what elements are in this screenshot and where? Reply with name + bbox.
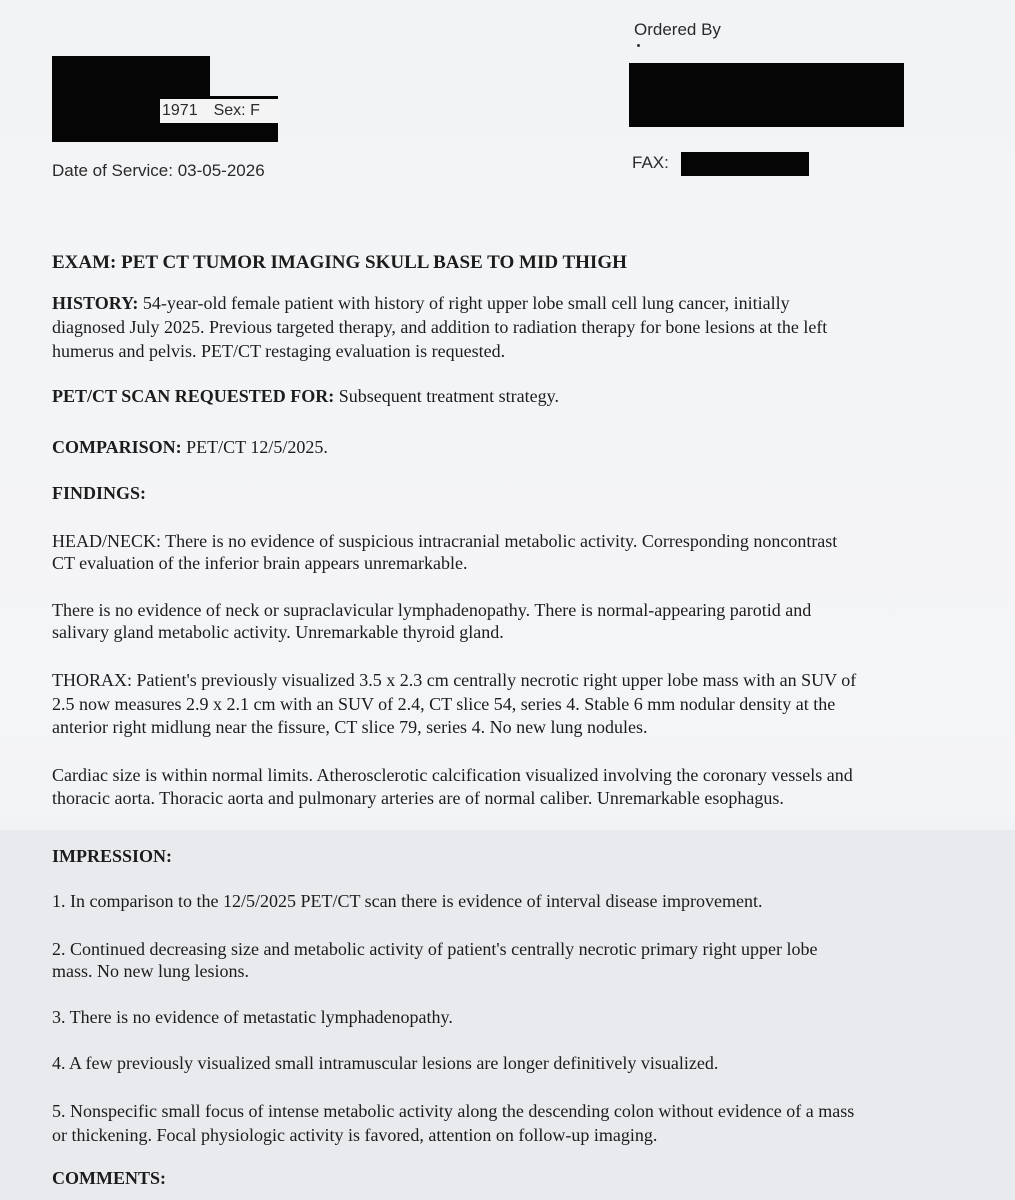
requested-for-line (52, 385, 559, 407)
findings-cardiac-line-2: thoracic aorta. Thoracic aorta and pulmonary arteries are of normal caliber. Unremarkable esophagus. (52, 788, 784, 808)
fax-label: FAX: (632, 153, 669, 172)
redacted-patient-name (52, 56, 210, 100)
comparison-line (52, 436, 328, 458)
exam-line (52, 252, 627, 274)
requested-for-label: PET/CT SCAN REQUESTED FOR: (52, 386, 335, 406)
comparison-label: COMPARISON: (52, 437, 182, 457)
findings-neck-line-1: There is no evidence of neck or supraclavicular lymphadenopathy. There is normal-appearing parotid and (52, 600, 812, 620)
dob-year: 1971 (162, 102, 198, 119)
date-of-service (52, 161, 265, 181)
findings-thorax-line-2: 2.5 now measures 2.9 x 2.1 cm with an SUV of 2.4, CT slice 54, series 4. Stable 6 mm nodular density at the (52, 694, 836, 714)
scan-speck (637, 44, 640, 47)
redacted-fax-number (681, 152, 809, 176)
history-text-1: 54-year-old female patient with history of right upper lobe small cell lung cancer, initially (142, 293, 790, 313)
comments-heading: COMMENTS: (52, 1168, 166, 1188)
impression-item-2-line-2: mass. No new lung lesions. (52, 961, 249, 981)
sex-value: F (250, 102, 260, 119)
sex-label: Sex: (213, 102, 246, 119)
date-of-service-label: Date of Service: (52, 161, 173, 180)
exam-label: EXAM: (52, 252, 117, 273)
findings-thorax-line-1: THORAX: Patient's previously visualized 3.5 x 2.3 cm centrally necrotic right upper lobe mass with an SUV of (52, 670, 857, 690)
impression-heading: IMPRESSION: (52, 846, 173, 866)
redacted-ordering-physician (629, 63, 904, 127)
findings-thorax-line-3: anterior right midlung near the fissure, CT slice 79, series 4. No new lung nodules. (52, 717, 648, 737)
findings-head-neck-line-1: HEAD/NECK: There is no evidence of suspicious intracranial metabolic activity. Corresponding noncontrast (52, 531, 838, 551)
ordered-by-label: Ordered By (634, 20, 721, 39)
comparison-value: PET/CT 12/5/2025. (186, 437, 328, 457)
date-of-service-value: 03-05-2026 (177, 161, 265, 180)
history-line-3: humerus and pelvis. PET/CT restaging evaluation is requested. (52, 341, 506, 361)
dob-sex-line (160, 99, 280, 123)
exam-value: PET CT TUMOR IMAGING SKULL BASE TO MID THIGH (121, 252, 627, 273)
findings-heading: FINDINGS: (52, 483, 147, 503)
findings-head-neck-line-2: CT evaluation of the inferior brain appears unremarkable. (52, 553, 468, 573)
impression-item-5-line-1: 5. Nonspecific small focus of intense metabolic activity along the descending colon without evidence of a mass (52, 1101, 855, 1121)
impression-item-4: 4. A few previously visualized small intramuscular lesions are longer definitively visualized. (52, 1053, 719, 1073)
impression-item-3: 3. There is no evidence of metastatic lymphadenopathy. (52, 1007, 453, 1027)
impression-item-5-line-2: or thickening. Focal physiologic activity is favored, attention on follow-up imaging. (52, 1125, 658, 1145)
impression-item-2-line-1: 2. Continued decreasing size and metabolic activity of patient's centrally necrotic primary right upper lobe (52, 939, 818, 959)
impression-item-1: 1. In comparison to the 12/5/2025 PET/CT scan there is evidence of interval disease improvement. (52, 891, 763, 911)
history-line-2: diagnosed July 2025. Previous targeted therapy, and addition to radiation therapy for bone lesions at the left (52, 317, 828, 337)
findings-neck-line-2: salivary gland metabolic activity. Unremarkable thyroid gland. (52, 622, 504, 642)
history-line-1 (52, 292, 790, 314)
findings-cardiac-line-1: Cardiac size is within normal limits. Atherosclerotic calcification visualized involving the coronary vessels and (52, 765, 853, 785)
requested-for-value: Subsequent treatment strategy. (338, 386, 559, 406)
history-label: HISTORY: (52, 293, 139, 313)
